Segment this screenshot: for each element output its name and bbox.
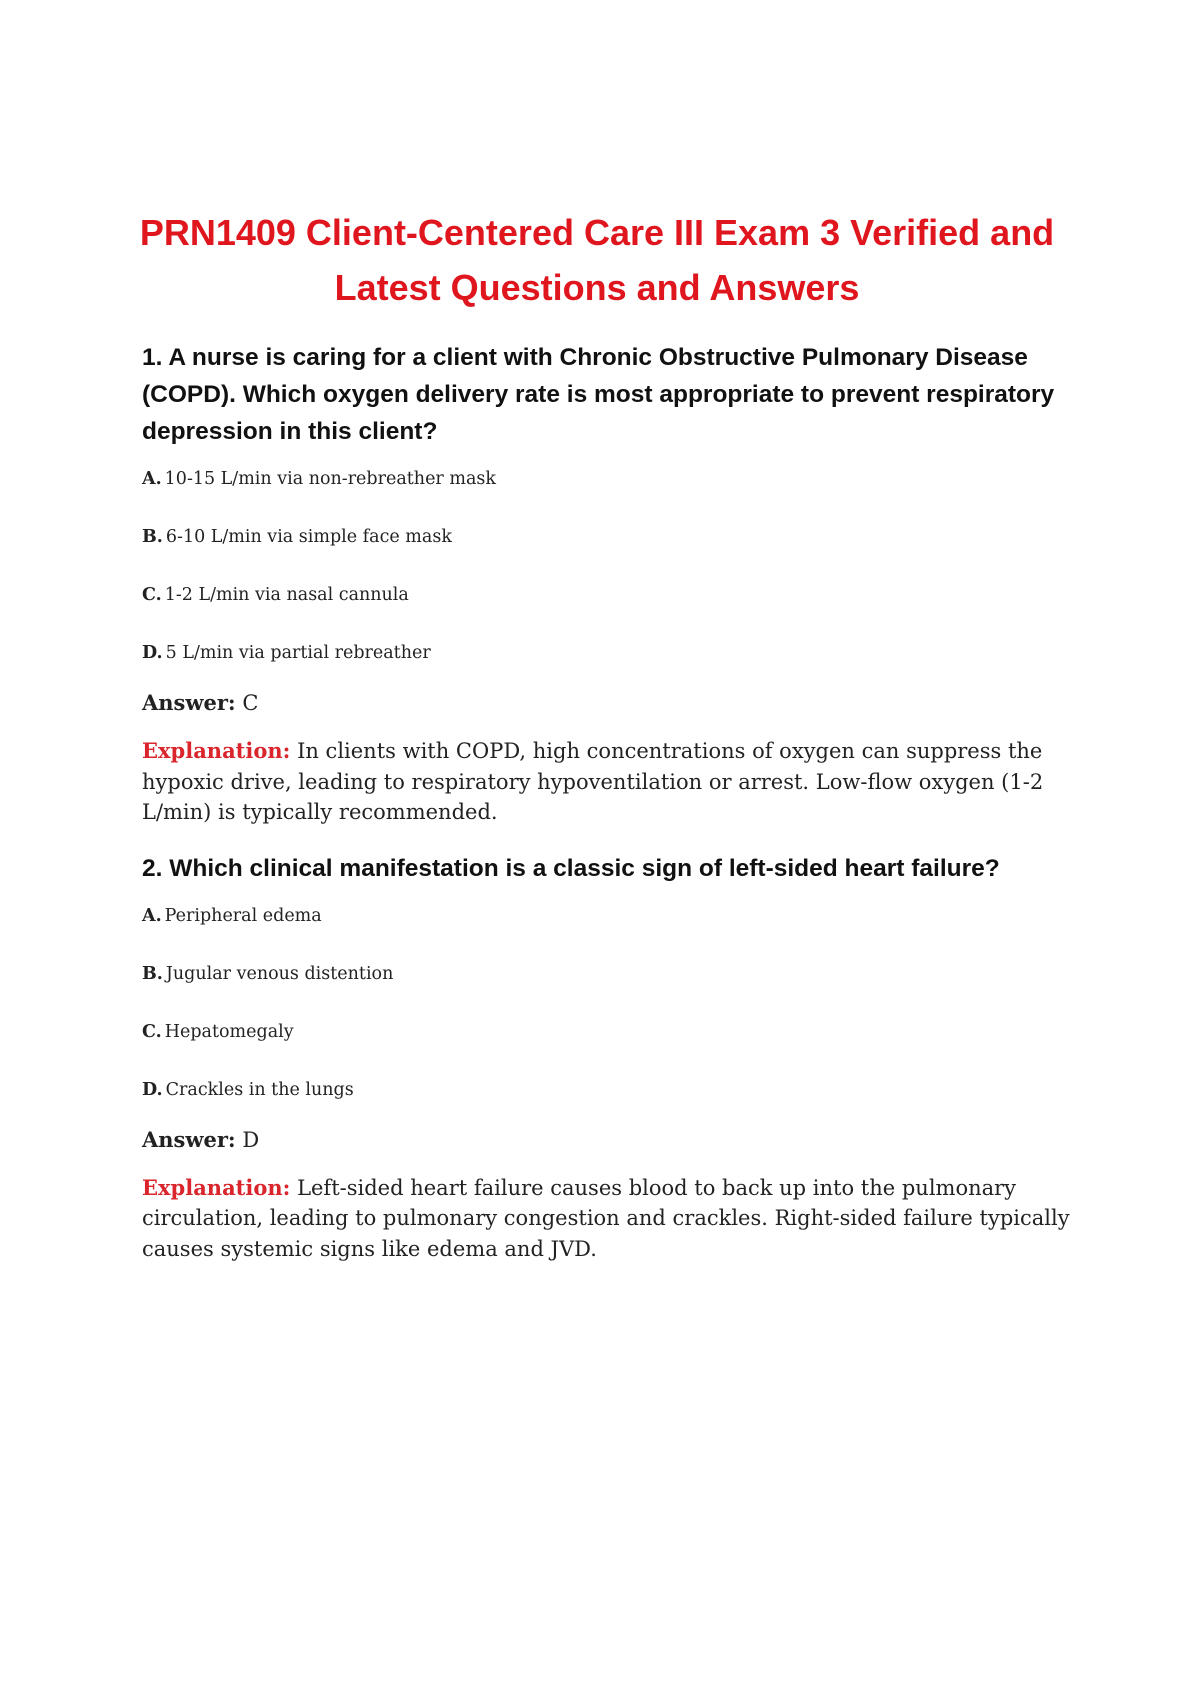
option-letter: B. (142, 527, 163, 547)
explanation-label: Explanation: (142, 1174, 291, 1200)
option-text: Hepatomegaly (164, 1021, 294, 1042)
option-text: 1-2 L/min via nasal cannula (164, 585, 409, 605)
option-item (142, 524, 1072, 550)
answer-label: Answer: (142, 1126, 236, 1152)
option-text: 6-10 L/min via simple face mask (165, 527, 452, 547)
document-title (122, 205, 1072, 315)
explanation-label: Explanation: (142, 738, 291, 763)
option-letter: D. (142, 1079, 163, 1100)
explanation-text: Left-sided heart failure causes blood to back up into the pulmonary circulation, leading to pulmonary congestion and crackles. Right-sided failure typically causes systemic signs like edema and JVD. (142, 1175, 1070, 1261)
question-2-answer (142, 1125, 1072, 1155)
option-text: 5 L/min via partial rebreather (165, 643, 431, 663)
document-title-line-2: Latest Questions and Answers (334, 267, 860, 308)
option-letter: D. (142, 643, 163, 663)
answer-label: Answer: (142, 690, 236, 715)
question-2-text: 2. Which clinical manifestation is a classic sign of left-sided heart failure? (142, 854, 1000, 882)
question-2-options (142, 903, 1072, 1103)
option-text: 10-15 L/min via non-rebreather mask (164, 469, 496, 489)
option-text: Crackles in the lungs (165, 1079, 354, 1100)
option-text: Jugular venous distention (165, 963, 394, 984)
question-1 (142, 339, 1072, 828)
option-letter: A. (142, 469, 162, 489)
document-page (139, 205, 1072, 1286)
option-letter: C. (142, 1021, 162, 1042)
option-letter: A. (142, 905, 162, 926)
option-letter: C. (142, 585, 162, 605)
question-1-answer (142, 688, 1072, 718)
option-item (142, 466, 1072, 492)
question-1-text: 1. A nurse is caring for a client with Chronic Obstructive Pulmonary Disease (COPD). Which oxygen delivery rate is most appropriate to prevent respiratory depression in this client? (142, 344, 1055, 445)
option-text: Peripheral edema (164, 905, 322, 926)
option-item (142, 1019, 1072, 1045)
question-2 (142, 850, 1072, 1265)
option-item (142, 1077, 1072, 1103)
question-1-options (142, 466, 1072, 666)
option-letter: B. (142, 963, 163, 984)
option-item (142, 903, 1072, 929)
option-item (142, 961, 1072, 987)
question-2-explanation (142, 1173, 1072, 1265)
answer-value: C (242, 691, 259, 715)
explanation-text: In clients with COPD, high concentrations of oxygen can suppress the hypoxic drive, leading to respiratory hypoventilation or arrest. Low-flow oxygen (1-2 L/min) is typically recommended. (142, 739, 1044, 824)
answer-value: D (242, 1127, 260, 1152)
option-item (142, 640, 1072, 666)
question-1-explanation (142, 736, 1072, 828)
document-title-line-1: PRN1409 Client-Centered Care III Exam 3 Verified and (139, 212, 1055, 253)
option-item (142, 582, 1072, 608)
